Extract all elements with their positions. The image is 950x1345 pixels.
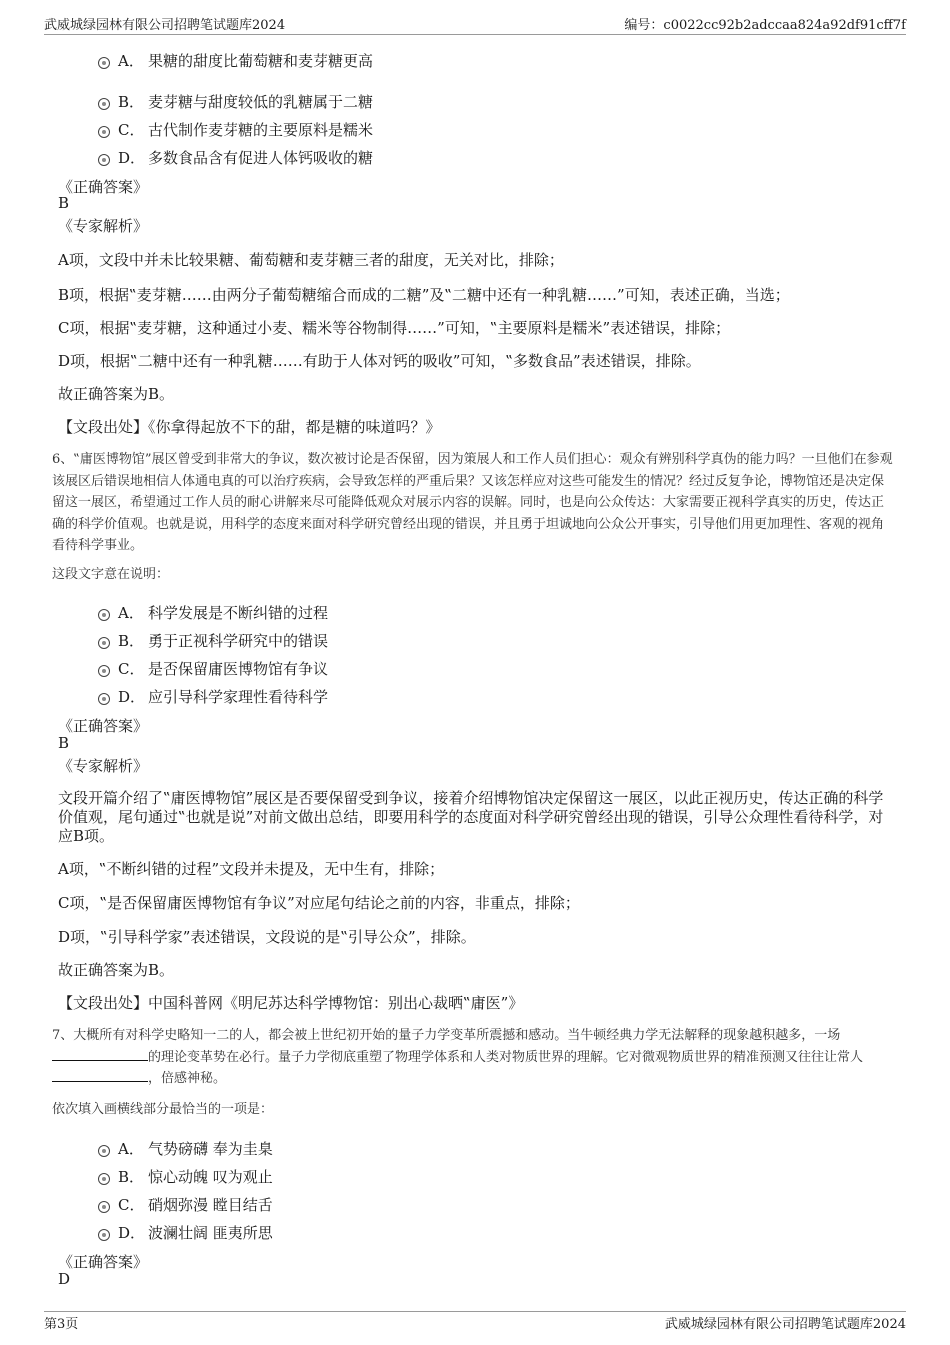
q5-analysis-c: C项，根据‟麦芽糖，这种通过小麦、糯米等谷物制得……”可知，‟主要原料是糯米”表述错误，排除；	[58, 319, 731, 337]
radio-icon[interactable]	[98, 1229, 110, 1241]
footer-company: 武威城绿园林有限公司招聘笔试题库2024	[664, 1317, 906, 1332]
q7-prompt: 依次填入画横线部分最恰当的一项是：	[52, 1102, 274, 1117]
radio-icon[interactable]	[98, 665, 110, 677]
radio-icon[interactable]	[98, 637, 110, 649]
q6-answer: B	[58, 734, 70, 752]
q6-analysis-d: D项，‟引导科学家”表述错误，文段说的是‟引导公众”，排除。	[58, 928, 476, 946]
radio-icon[interactable]	[98, 1173, 110, 1185]
q5-answer: B	[58, 194, 70, 212]
header-serial: 编号：c0022cc92b2adccaa824a92df91cff7f	[624, 18, 906, 33]
q6-stem: 6、‟庸医博物馆”展区曾受到非常大的争议，数次被讨论是否保留，因为策展人和工作人员们担心：观众有辨别科学真伪的能力吗？一旦他们在参观该展区后错误地相信人体通电真的可以治疗疾病，会导致怎样的严重后果？又该怎样应对这些可能发生的情况？经过反复争论，博物馆还是决定保留这一展区，希望通过工作人员的耐心讲解来尽可能降低观众对展示内容的误解。同时，也是向公众传达：大家需要正视科学真实的历史，传达正确的科学价值观。也就是说，用科学的态度来面对科学研究曾经出现的错误，并且勇于坦诚地向公众公开事实，引导他们用更加理性、客观的视角看待科学事业。	[52, 452, 893, 553]
q6-analysis-label: 《专家解析》	[58, 757, 149, 775]
q5-source: 【文段出处】《你拿得起放不下的甜，都是糖的味道吗？》	[58, 418, 441, 436]
q7-answer: D	[58, 1270, 71, 1288]
q5-option-c[interactable]: C． 古代制作麦芽糖的主要原料是糯米	[98, 119, 373, 140]
radio-icon[interactable]	[98, 609, 110, 621]
q6-option-a[interactable]: A． 科学发展是不断纠错的过程	[98, 602, 328, 623]
q5-analysis-d: D项，根据‟二糖中还有一种乳糖……有助于人体对钙的吸收”可知，‟多数食品”表述错误，排除。	[58, 352, 701, 370]
radio-icon[interactable]	[98, 154, 110, 166]
q6-analysis-main: 文段开篇介绍了‟庸医博物馆”展区是否要保留受到争议，接着介绍博物馆决定保留这一展区，以此正视历史，传达正确的科学价值观，尾句通过‟也就是说”对前文做出总结，即要用科学的态度面对科学研究曾经出现的错误，引导公众理性看待科学，对应B项。	[58, 789, 884, 845]
blank-line	[52, 1068, 148, 1082]
radio-icon[interactable]	[98, 1201, 110, 1213]
q5-option-b[interactable]: B． 麦芽糖与甜度较低的乳糖属于二糖	[98, 91, 373, 112]
header-company: 武威城绿园林有限公司招聘笔试题库2024	[44, 18, 286, 33]
radio-icon[interactable]	[98, 57, 110, 69]
footer-divider	[44, 1311, 906, 1312]
q6-analysis-c: C项，‟是否保留庸医博物馆有争议”对应尾句结论之前的内容，非重点，排除；	[58, 894, 580, 912]
radio-icon[interactable]	[98, 126, 110, 138]
q6-prompt: 这段文字意在说明：	[52, 567, 170, 582]
q6-option-c[interactable]: C． 是否保留庸医博物馆有争议	[98, 658, 328, 679]
q7-option-c[interactable]: C． 硝烟弥漫 瞠目结舌	[98, 1194, 273, 1215]
page-header	[44, 14, 906, 34]
header-divider	[44, 34, 906, 35]
q5-option-d[interactable]: D． 多数食品含有促进人体钙吸收的糖	[98, 147, 373, 168]
q6-analysis-a: A项，‟不断纠错的过程”文段并未提及，无中生有，排除；	[58, 860, 445, 878]
blank-line	[52, 1047, 148, 1061]
q6-source: 【文段出处】中国科普网《明尼苏达科学博物馆：别出心裁晒‟庸医”》	[58, 994, 524, 1012]
q5-analysis-label: 《专家解析》	[58, 217, 149, 235]
q5-option-a[interactable]: A． 果糖的甜度比葡萄糖和麦芽糖更高	[98, 50, 373, 71]
q5-analysis-b: B项，根据‟麦芽糖……由两分子葡萄糖缩合而成的二糖”及‟二糖中还有一种乳糖……”可知，表述正确，当选；	[58, 286, 790, 304]
page-footer	[44, 1313, 906, 1333]
q7-stem: 7、大概所有对科学史略知一二的人，都会被上世纪初开始的量子力学变革所震撼和感动。当牛顿经典力学无法解释的现象越积越多，一场 的理论变革势在必行。量子力学彻底重塑了物理学体系和人类对物质世界的理解。它对微观物质世界的精准预测又往往让常人 ，倍感神秘。	[52, 1028, 864, 1086]
radio-icon[interactable]	[98, 98, 110, 110]
q5-answer-label: 《正确答案》	[58, 178, 149, 196]
q7-option-b[interactable]: B． 惊心动魄 叹为观止	[98, 1166, 273, 1187]
radio-icon[interactable]	[98, 1145, 110, 1157]
radio-icon[interactable]	[98, 693, 110, 705]
q6-answer-label: 《正确答案》	[58, 717, 149, 735]
q7-option-d[interactable]: D． 波澜壮阔 匪夷所思	[98, 1222, 273, 1243]
q5-analysis-a: A项，文段中并未比较果糖、葡萄糖和麦芽糖三者的甜度，无关对比，排除；	[58, 251, 564, 269]
q6-option-d[interactable]: D． 应引导科学家理性看待科学	[98, 686, 328, 707]
footer-page: 第3页	[44, 1317, 79, 1332]
q7-answer-label: 《正确答案》	[58, 1253, 149, 1271]
q5-conclusion: 故正确答案为B。	[58, 385, 175, 403]
q7-option-a[interactable]: A． 气势磅礴 奉为圭臬	[98, 1138, 273, 1159]
q6-option-b[interactable]: B． 勇于正视科学研究中的错误	[98, 630, 328, 651]
q6-conclusion: 故正确答案为B。	[58, 961, 175, 979]
